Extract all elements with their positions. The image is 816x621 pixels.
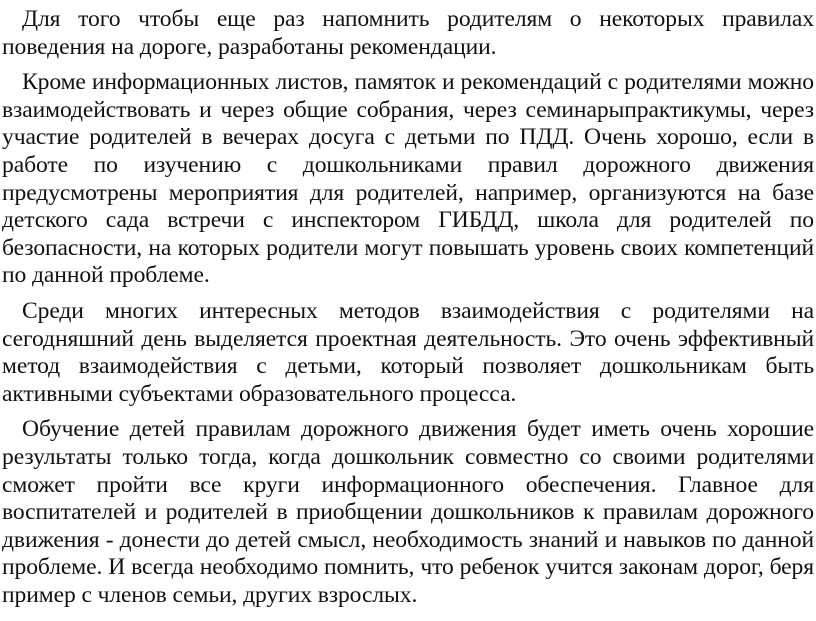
paragraph-interaction-forms: Кроме информационных листов, памяток и рекомендаций с родителями можно взаимодействовать и через общие собрания, через семинарыпрактикумы, через участие родителей в вечерах досуга с детьми по ПДД. Очень хорошо, если в работе по изучению с дошкольниками правил дорожного движения предусмотрены мероприятия для родителей, например, организуются на базе детского сада встречи с инспектором ГИБДД, школа для родителей по безопасности, на которых родители могут повышать уровень своих компетенций по данной проблеме. (2, 69, 814, 289)
paragraph-reminder-intro: Для того чтобы еще раз напомнить родителям о некоторых правилах поведения на дороге, разработаны рекомендации. (2, 6, 814, 60)
paragraph-project-activity: Среди многих интересных методов взаимодействия с родителями на сегодняшний день выделяется проектная деятельность. Это очень эффективный метод взаимодействия с детьми, который позволяет дошкольникам быть активными субъектами образовательного процесса. (2, 297, 814, 407)
paragraph-learning-results: Обучение детей правилам дорожного движения будет иметь очень хорошие результаты только тогда, когда дошкольник совместно со своими родителями сможет пройти все круги информационного обеспечения. Главное для воспитателей и родителей в приобщении дошкольников к правилам дорожного движения - донести до детей смысл, необходимость знаний и навыков по данной проблеме. И всегда необходимо помнить, что ребенок учится законам дорог, беря пример с членов семьи, других взрослых. (2, 416, 814, 608)
